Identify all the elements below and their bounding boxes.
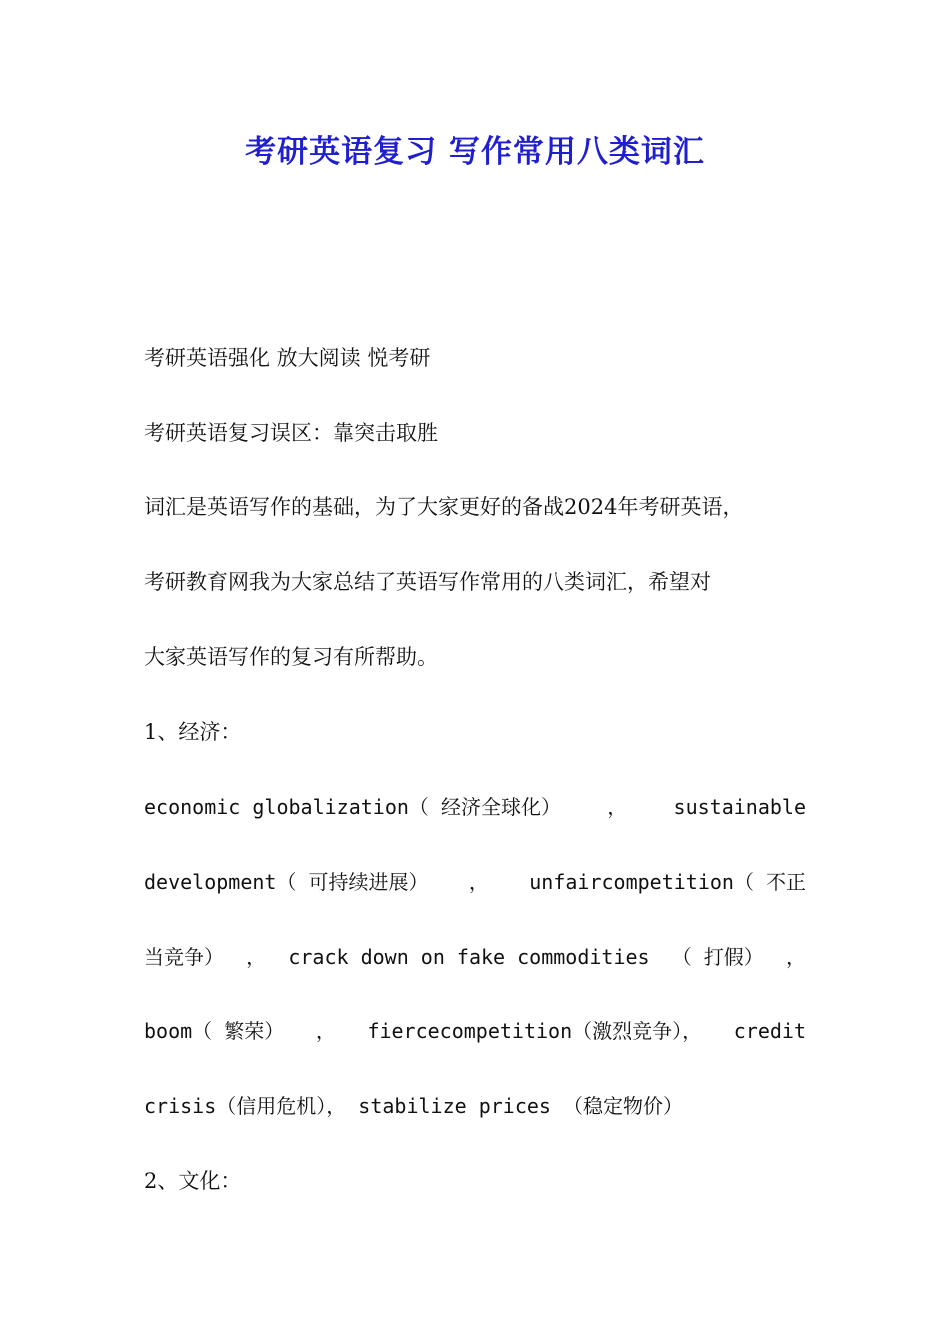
section-heading-culture: 2、文化： (144, 1169, 242, 1193)
vocab-segment: 当竞争） (144, 945, 224, 969)
vocab-separator: ， (468, 870, 489, 894)
vocab-separator: ， (246, 945, 267, 969)
vocab-line (144, 941, 806, 973)
vocab-separator: ， (785, 945, 806, 969)
vocab-line (144, 866, 806, 898)
paragraph-line: 考研教育网我为大家总结了英语写作常用的八类词汇，希望对 (144, 570, 711, 594)
vocab-segment: economic globalization（ 经济全球化） (144, 795, 561, 819)
vocab-line: crisis（信用危机）， stabilize prices （稳定物价） (144, 1094, 683, 1118)
vocab-segment: development（ 可持续进展） (144, 870, 429, 894)
paragraph-line: 考研英语复习误区：靠突击取胜 (144, 421, 438, 445)
section-heading-economy: 1、经济： (144, 720, 242, 744)
vocab-segment: sustainable (673, 795, 806, 819)
vocab-segment: credit (733, 1019, 806, 1043)
vocab-separator: ， (607, 795, 628, 819)
vocab-segment: fiercecompetition（激烈竞争）， (367, 1019, 703, 1043)
vocab-segment: （ 打假） (671, 945, 764, 969)
vocab-line (144, 791, 806, 823)
paragraph-line: 词汇是英语写作的基础，为了大家更好的备战2024年考研英语， (144, 495, 744, 519)
paragraph-line: 大家英语写作的复习有所帮助。 (144, 645, 438, 669)
vocab-segment: boom（ 繁荣） (144, 1019, 285, 1043)
paragraph-line: 考研英语强化 放大阅读 悦考研 (144, 346, 431, 370)
vocab-segment: unfaircompetition（ 不正 (529, 870, 806, 894)
document-title: 考研英语复习 写作常用八类词汇 (245, 134, 705, 170)
vocab-separator: ， (315, 1019, 336, 1043)
vocab-segment: crack down on fake commodities (288, 945, 650, 969)
vocab-line (144, 1015, 806, 1047)
